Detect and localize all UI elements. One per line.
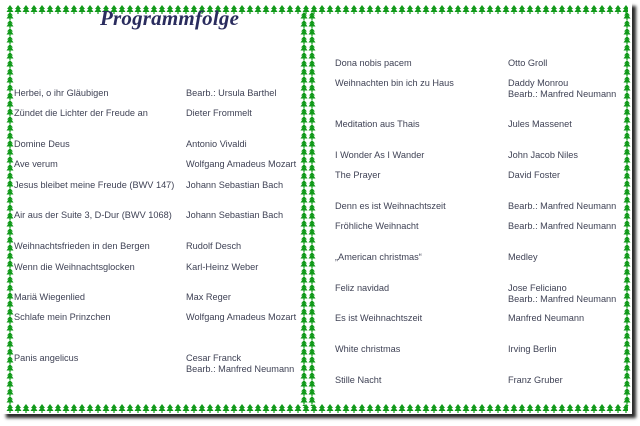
- piece-composer: Irving Berlin: [508, 344, 557, 354]
- piece-composer: Karl-Heinz Weber: [186, 262, 259, 272]
- piece-composer: Wolfgang Amadeus Mozart: [186, 159, 297, 169]
- piece-composer: Manfred Neumann: [508, 313, 585, 323]
- piece-title: Meditation aus Thais: [335, 119, 420, 129]
- piece-title: Herbei, o ihr Gläubigen: [14, 88, 109, 98]
- piece-title: Wenn die Weihnachtsglocken: [14, 262, 135, 272]
- piece-composer: Wolfgang Amadeus Mozart: [186, 312, 297, 322]
- piece-title: Fröhliche Weihnacht: [335, 221, 419, 231]
- piece-composer: John Jacob Niles: [508, 150, 578, 160]
- piece-composer: Rudolf Desch: [186, 241, 242, 251]
- piece-composer: Cesar Franck Bearb.: Manfred Neumann: [186, 353, 295, 374]
- piece-title: Panis angelicus: [14, 353, 79, 363]
- piece-title: Feliz navidad: [335, 283, 390, 293]
- piece-composer: Daddy Monrou Bearb.: Manfred Neumann: [508, 78, 617, 99]
- piece-composer: Johann Sebastian Bach: [186, 180, 284, 190]
- piece-title: Jesus bleibet meine Freude (BWV 147): [14, 180, 175, 190]
- piece-composer: David Foster: [508, 170, 561, 180]
- piece-title: Air aus der Suite 3, D-Dur (BWV 1068): [14, 210, 172, 220]
- piece-title: White christmas: [335, 344, 401, 354]
- piece-composer: Franz Gruber: [508, 375, 563, 385]
- tree-border-left: [6, 12, 14, 406]
- tree-border-bottom: [6, 404, 628, 413]
- piece-composer: Max Reger: [186, 292, 231, 302]
- piece-title: Dona nobis pacem: [335, 58, 412, 68]
- piece-title: Zündet die Lichter der Freude an: [14, 108, 148, 118]
- piece-composer: Jules Massenet: [508, 119, 572, 129]
- piece-title: Schlafe mein Prinzchen: [14, 312, 111, 322]
- piece-title: „American christmas“: [335, 252, 422, 262]
- piece-composer: Bearb.: Ursula Barthel: [186, 88, 277, 98]
- piece-title: Es ist Weihnachtszeit: [335, 313, 423, 323]
- piece-title: Mariä Wiegenlied: [14, 292, 85, 302]
- piece-composer: Bearb.: Manfred Neumann: [508, 221, 617, 231]
- piece-title: Stille Nacht: [335, 375, 382, 385]
- tree-border-center-divider: [300, 12, 308, 406]
- piece-composer: Bearb.: Manfred Neumann: [508, 201, 617, 211]
- piece-composer: Dieter Frommelt: [186, 108, 252, 118]
- piece-title: I Wonder As I Wander: [335, 150, 425, 160]
- piece-title: Domine Deus: [14, 139, 70, 149]
- piece-composer: Jose Feliciano Bearb.: Manfred Neumann: [508, 283, 617, 304]
- tree-border-right: [623, 12, 631, 406]
- tree-border-center-divider: [308, 12, 316, 406]
- piece-title: Ave verum: [14, 159, 58, 169]
- piece-composer: Medley: [508, 252, 538, 262]
- page-title: Programmfolge: [100, 6, 240, 30]
- piece-composer: Antonio Vivaldi: [186, 139, 247, 149]
- piece-title: Denn es ist Weihnachtszeit: [335, 201, 446, 211]
- piece-composer: Otto Groll: [508, 58, 548, 68]
- piece-title: Weihnachtsfrieden in den Bergen: [14, 241, 150, 251]
- piece-title: The Prayer: [335, 170, 381, 180]
- piece-title: Weihnachten bin ich zu Haus: [335, 78, 454, 88]
- piece-composer: Johann Sebastian Bach: [186, 210, 284, 220]
